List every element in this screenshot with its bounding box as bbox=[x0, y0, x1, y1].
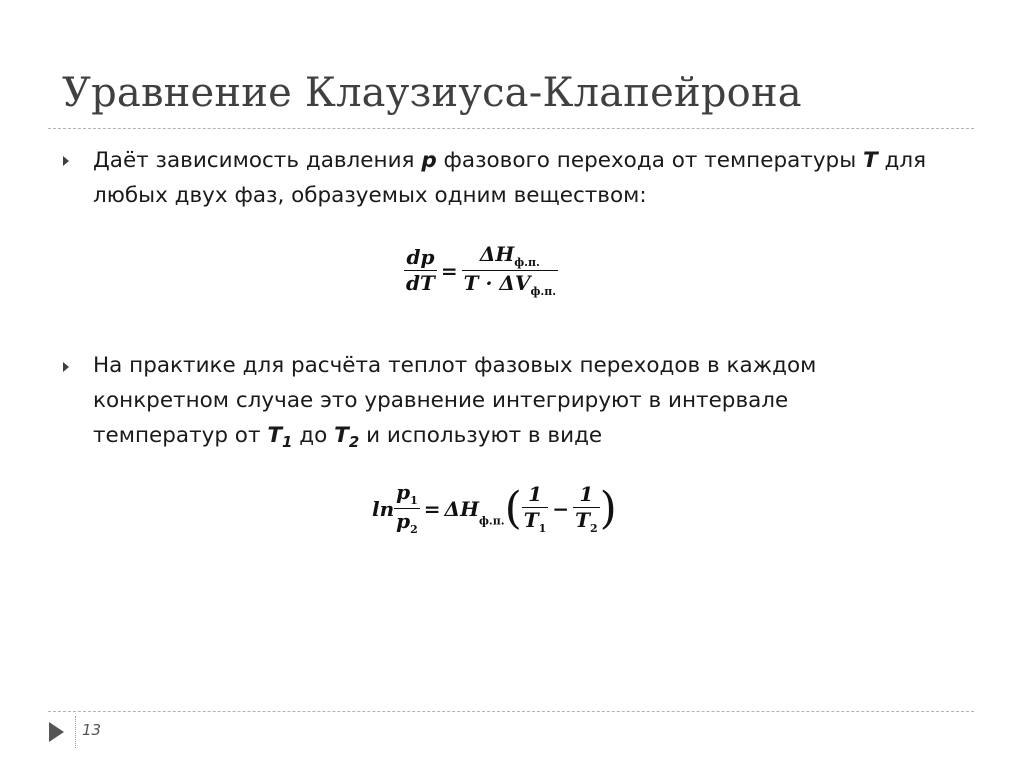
page-number: 13 bbox=[82, 721, 102, 739]
integrated-clausius-clapeyron-formula bbox=[372, 482, 617, 536]
variable-T1: T bbox=[267, 423, 282, 448]
pressure-ratio-fraction bbox=[394, 482, 420, 536]
bullet-paragraph-2 bbox=[93, 348, 863, 453]
dp-numerator: dp bbox=[404, 247, 437, 271]
variable-T2: T bbox=[334, 423, 349, 448]
bullet-2-text-start: На практике для расчёта теплот фазовых переходов в каждом конкретном случае это уравнение интегрируют в интервале температур от bbox=[93, 353, 817, 448]
one-numerator: 1 bbox=[522, 484, 549, 508]
t-symbol: T bbox=[575, 507, 590, 532]
bullet-paragraph-1 bbox=[93, 143, 973, 213]
dT-denominator: dT bbox=[406, 271, 435, 296]
p1-numerator bbox=[394, 482, 420, 509]
bullet-1-text-mid: фазового перехода от температуры bbox=[436, 148, 863, 173]
footer-divider-line bbox=[48, 711, 974, 712]
subscript-1: 1 bbox=[282, 433, 293, 451]
bullet-arrow-icon bbox=[63, 362, 69, 372]
close-parenthesis: ) bbox=[599, 482, 617, 534]
one-numerator: 1 bbox=[573, 484, 600, 508]
dp-dT-fraction bbox=[404, 247, 437, 294]
subscript-1: 1 bbox=[538, 521, 547, 535]
subscript-2: 2 bbox=[348, 433, 360, 451]
title-divider bbox=[48, 128, 974, 129]
clausius-clapeyron-differential-formula bbox=[404, 244, 558, 298]
minus-sign: − bbox=[552, 496, 570, 521]
subscript-1: 1 bbox=[410, 493, 418, 507]
phase-transition-subscript: ф.п. bbox=[530, 285, 557, 299]
delta-h: ΔH bbox=[479, 242, 515, 266]
subscript-2: 2 bbox=[589, 521, 598, 535]
t-delta-v-denominator bbox=[462, 271, 558, 297]
t-symbol: T bbox=[523, 507, 539, 532]
delta-h: ΔH bbox=[444, 496, 479, 521]
t-delta-v: T · ΔV bbox=[463, 271, 531, 296]
t2-denominator bbox=[573, 508, 600, 534]
phase-transition-subscript: ф.п. bbox=[514, 255, 540, 269]
bullet-arrow-icon bbox=[63, 156, 69, 166]
ln-operator: ln bbox=[372, 496, 395, 521]
subscript-2: 2 bbox=[410, 523, 418, 537]
p-symbol: p bbox=[396, 480, 411, 504]
footer-separator bbox=[75, 716, 76, 748]
bullet-2-text-end: и используют в виде bbox=[359, 423, 603, 448]
open-parenthesis: ( bbox=[504, 482, 522, 534]
inverse-t2-fraction bbox=[573, 481, 600, 535]
t1-denominator bbox=[522, 508, 549, 534]
variable-p: p bbox=[421, 148, 437, 173]
equals-sign: = bbox=[423, 496, 441, 521]
equals-sign: = bbox=[440, 258, 458, 283]
variable-T: T bbox=[863, 148, 878, 173]
bullet-1-text-start: Даёт зависимость давления bbox=[93, 148, 422, 173]
bullet-2-text-mid: до bbox=[292, 423, 335, 448]
enthalpy-volume-fraction bbox=[462, 244, 558, 298]
bullet-1-text-end: для любых двух фаз, образуемых одним веществом: bbox=[93, 148, 927, 208]
p-symbol: p bbox=[396, 509, 411, 534]
enthalpy-numerator bbox=[462, 244, 558, 271]
slide-title: Уравнение Клаузиуса-Клапейрона bbox=[62, 70, 802, 116]
p2-denominator bbox=[394, 509, 420, 535]
inverse-t1-fraction bbox=[522, 481, 549, 535]
phase-transition-subscript: ф.п. bbox=[478, 514, 505, 528]
play-arrow-icon bbox=[49, 722, 64, 742]
